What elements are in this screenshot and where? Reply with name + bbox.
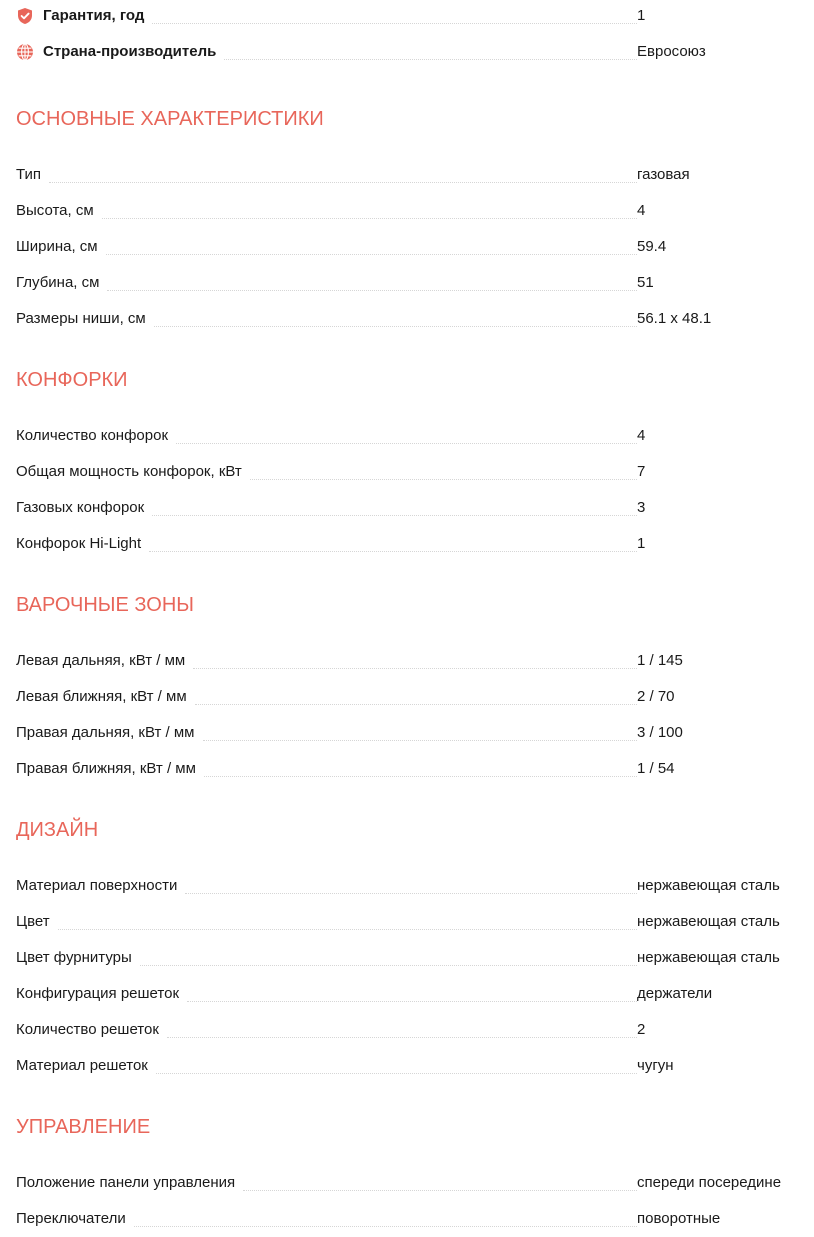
spec-value: 56.1 x 48.1 [637,310,712,327]
spec-row [16,1165,806,1201]
section-title: ОСНОВНЫЕ ХАРАКТЕРИСТИКИ [16,108,324,130]
dotted-leader [152,23,637,24]
spec-label: Количество решеток [16,1021,159,1038]
spec-row [16,265,806,301]
spec-row-warranty [16,0,806,34]
spec-label: Общая мощность конфорок, кВт [16,463,242,480]
spec-value: 59.4 [637,238,667,255]
spec-label: Ширина, см [16,238,98,255]
spec-row [16,301,806,337]
spec-value: Евросоюз [637,43,706,60]
spec-name [16,42,637,62]
spec-value: 3 [637,499,646,516]
spec-name [16,6,637,26]
spec-row-country [16,34,806,70]
spec-value: 51 [637,274,654,291]
spec-row [16,418,806,454]
spec-label: Переключатели [16,1210,126,1227]
section-title: ВАРОЧНЫЕ ЗОНЫ [16,594,194,616]
shield-check-icon [16,7,34,25]
dotted-leader [243,1190,637,1191]
dotted-leader [187,1001,637,1002]
spec-value: газовая [637,166,690,183]
spec-label: Цвет фурнитуры [16,949,132,966]
section-title: ДИЗАЙН [16,819,99,841]
dotted-leader [203,740,638,741]
dotted-leader [193,668,637,669]
spec-label: Высота, см [16,202,94,219]
spec-row [16,976,806,1012]
spec-label: Правая ближняя, кВт / мм [16,760,196,777]
spec-row [16,526,806,562]
spec-list [16,643,806,787]
spec-value: 1 [637,7,646,24]
dotted-leader [102,218,637,219]
dotted-leader [49,182,637,183]
dotted-leader [224,59,637,60]
dotted-leader [140,965,637,966]
spec-label: Тип [16,166,42,183]
spec-row [16,1048,806,1084]
spec-row [16,868,806,904]
spec-list [16,418,806,562]
spec-row [16,715,806,751]
section-design [16,818,806,1084]
dotted-leader [176,443,637,444]
spec-value: 1 / 145 [637,652,683,669]
spec-label: Материал поверхности [16,877,178,894]
spec-label: Правая дальняя, кВт / мм [16,724,195,741]
spec-label: Гарантия, год [43,7,145,24]
spec-row [16,1012,806,1048]
dotted-leader [152,515,637,516]
spec-label: Страна-производитель [43,43,217,60]
spec-row [16,679,806,715]
dotted-leader [195,704,637,705]
dotted-leader [149,551,637,552]
dotted-leader [107,290,637,291]
section-controls [16,1115,806,1237]
globe-icon [16,43,34,61]
spec-value: держатели [637,985,713,1002]
spec-label: Конфорок Hi-Light [16,535,142,552]
spec-value: чугун [637,1057,674,1074]
spec-label: Левая ближняя, кВт / мм [16,688,187,705]
dotted-leader [106,254,637,255]
spec-row [16,751,806,787]
spec-list [16,157,806,337]
spec-value: 3 / 100 [637,724,683,741]
spec-value: 4 [637,202,646,219]
section-main-characteristics [16,107,806,337]
section-cooking-zones [16,593,806,787]
spec-row [16,1201,806,1237]
spec-value: спереди посередине [637,1174,782,1191]
dotted-leader [134,1226,637,1227]
dotted-leader [154,326,637,327]
spec-value: 1 / 54 [637,760,675,777]
dotted-leader [185,893,637,894]
spec-label: Газовых конфорок [16,499,145,516]
spec-row [16,193,806,229]
section-title: КОНФОРКИ [16,369,128,391]
section-title: УПРАВЛЕНИЕ [16,1116,151,1138]
dotted-leader [167,1037,637,1038]
top-specs [16,0,806,70]
spec-label: Цвет [16,913,50,930]
spec-value: нержавеющая сталь [637,877,780,894]
spec-value: 2 [637,1021,646,1038]
spec-list [16,868,806,1084]
spec-label: Конфигурация решеток [16,985,180,1002]
spec-row [16,643,806,679]
spec-value: нержавеющая сталь [637,949,780,966]
spec-label: Левая дальняя, кВт / мм [16,652,186,669]
dotted-leader [250,479,637,480]
spec-value: 7 [637,463,646,480]
spec-value: 4 [637,427,646,444]
spec-row [16,229,806,265]
spec-row [16,490,806,526]
spec-value: поворотные [637,1210,721,1227]
spec-value: 2 / 70 [637,688,675,705]
spec-value: 1 [637,535,646,552]
spec-row [16,157,806,193]
spec-label: Положение панели управления [16,1174,236,1191]
spec-row [16,940,806,976]
dotted-leader [58,929,637,930]
section-burners [16,368,806,562]
spec-label: Материал решеток [16,1057,148,1074]
spec-list [16,1165,806,1237]
dotted-leader [156,1073,637,1074]
spec-value: нержавеющая сталь [637,913,780,930]
dotted-leader [204,776,637,777]
spec-label: Глубина, см [16,274,100,291]
spec-label: Количество конфорок [16,427,169,444]
spec-row [16,454,806,490]
spec-row [16,904,806,940]
spec-label: Размеры ниши, см [16,310,146,327]
